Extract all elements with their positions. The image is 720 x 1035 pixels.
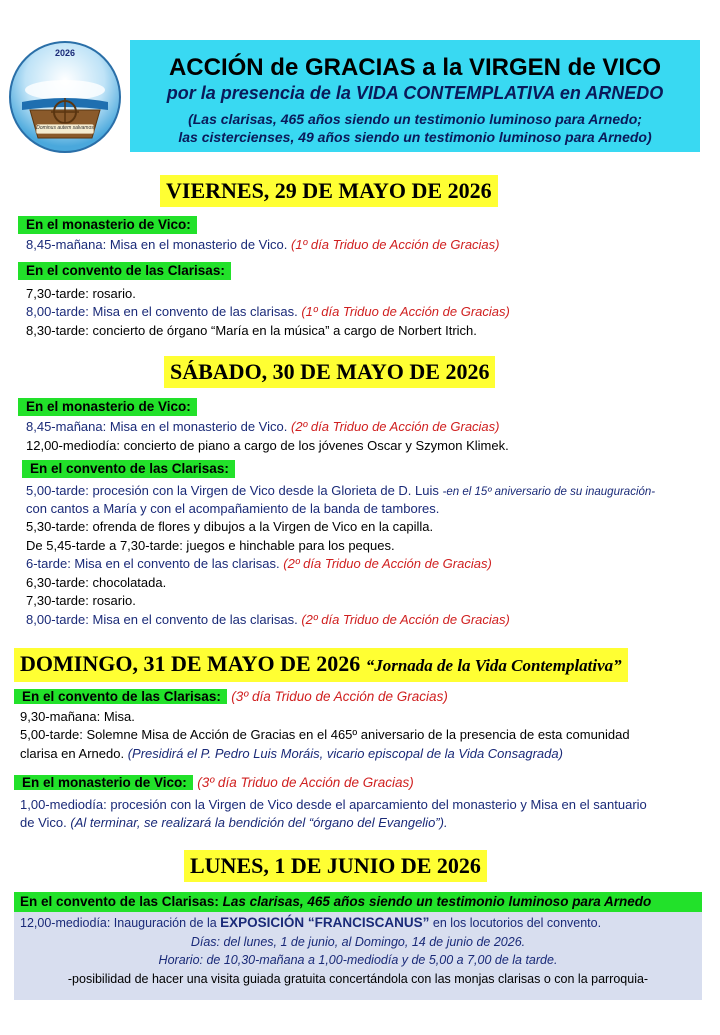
event-line: clarisa en Arnedo. (Presidirá el P. Pedro Luis Moráis, vicario episcopal de la Vida Consagrada) bbox=[20, 746, 563, 761]
event-line: -posibilidad de hacer una visita guiada gratuita concertándola con las monjas clarisas o con la parroquia- bbox=[67, 972, 649, 986]
event-line: 8,45-mañana: Misa en el monasterio de Vico. (2º día Triduo de Acción de Gracias) bbox=[26, 419, 500, 434]
location-label-clarisas: En el convento de las Clarisas: bbox=[20, 894, 219, 909]
event-line: 12,00-mediodía: concierto de piano a cargo de los jóvenes Oscar y Szymon Klimek. bbox=[26, 438, 509, 453]
event-line: con cantos a María y con el acompañamiento de la banda de tambores. bbox=[26, 501, 440, 516]
location-label-clarisas: En el convento de las Clarisas: bbox=[22, 460, 235, 478]
event-line: 8,45-mañana: Misa en el monasterio de Vico. (1º día Triduo de Acción de Gracias) bbox=[26, 237, 500, 252]
header-note-1: (Las clarisas, 465 años siendo un testimonio luminoso para Arnedo; bbox=[188, 111, 642, 127]
day-heading-sunday: DOMINGO, 31 DE MAYO DE 2026 “Jornada de la Vida Contemplativa” bbox=[14, 648, 628, 682]
event-line: de Vico. (Al terminar, se realizará la bendición del “órgano del Evangelio”). bbox=[20, 815, 448, 830]
location-label-vico: En el monasterio de Vico: bbox=[18, 216, 197, 234]
event-line: 9,30-mañana: Misa. bbox=[20, 709, 135, 724]
event-line: 8,30-tarde: concierto de órgano “María en la música” a cargo de Norbert Itrich. bbox=[26, 323, 477, 338]
event-line: Horario: de 10,30-mañana a 1,00-mediodía y de 5,00 a 7,00 de la tarde. bbox=[158, 953, 558, 967]
event-line: Días: del lunes, 1 de junio, al Domingo, 14 de junio de 2026. bbox=[190, 935, 526, 949]
event-line: 6-tarde: Misa en el convento de las clarisas. (2º día Triduo de Acción de Gracias) bbox=[26, 556, 492, 571]
ship-logo-icon bbox=[8, 40, 122, 154]
location-label-vico: En el monasterio de Vico: bbox=[14, 775, 193, 790]
day-heading-monday: LUNES, 1 DE JUNIO DE 2026 bbox=[184, 850, 487, 882]
event-line: 5,00-tarde: procesión con la Virgen de Vico desde la Glorieta de D. Luis -en el 15º aniversario de su inauguración- bbox=[26, 483, 656, 498]
event-line: 12,00-mediodía: Inauguración de la EXPOSICIÓN “FRANCISCANUS” en los locutorios del convento. bbox=[20, 915, 602, 930]
event-line: 1,00-mediodía: procesión con la Virgen de Vico desde el aparcamiento del monasterio y Misa en el santuario bbox=[20, 797, 647, 812]
event-line: 5,00-tarde: Solemne Misa de Acción de Gracias en el 465º aniversario de la presencia de esta comunidad bbox=[20, 727, 630, 742]
location-label-clarisas: En el convento de las Clarisas: bbox=[14, 689, 227, 704]
day-heading-saturday: SÁBADO, 30 DE MAYO DE 2026 bbox=[164, 356, 495, 388]
header-banner bbox=[130, 40, 700, 152]
day-heading-friday: VIERNES, 29 DE MAYO DE 2026 bbox=[160, 175, 498, 207]
event-line: De 5,45-tarde a 7,30-tarde: juegos e hinchable para los peques. bbox=[26, 538, 395, 553]
event-line: 8,00-tarde: Misa en el convento de las clarisas. (2º día Triduo de Acción de Gracias) bbox=[26, 612, 510, 627]
logo-year: 2026 bbox=[54, 48, 76, 58]
page-title: ACCIÓN de GRACIAS a la VIRGEN de VICO bbox=[168, 54, 662, 81]
location-row: En el monasterio de Vico: (3º día Triduo de Acción de Gracias) bbox=[14, 774, 414, 792]
event-line: 7,30-tarde: rosario. bbox=[26, 593, 136, 608]
event-line: 8,00-tarde: Misa en el convento de las clarisas. (1º día Triduo de Acción de Gracias) bbox=[26, 304, 510, 319]
event-line: 7,30-tarde: rosario. bbox=[26, 286, 136, 301]
location-row: En el convento de las Clarisas: Las clarisas, 465 años siendo un testimonio luminoso para Arnedo bbox=[14, 892, 702, 912]
location-label-vico: En el monasterio de Vico: bbox=[18, 398, 197, 416]
logo-motto: Dominus autem salvamos bbox=[36, 125, 94, 131]
header-note-2: las cistercienses, 49 años siendo un testimonio luminoso para Arnedo) bbox=[178, 129, 652, 145]
location-label-clarisas: En el convento de las Clarisas: bbox=[18, 262, 231, 280]
location-row: En el convento de las Clarisas: (3º día Triduo de Acción de Gracias) bbox=[14, 688, 448, 706]
event-line: 6,30-tarde: chocolatada. bbox=[26, 575, 167, 590]
page-subtitle: por la presencia de la VIDA CONTEMPLATIVA en ARNEDO bbox=[166, 83, 664, 103]
event-line: 5,30-tarde: ofrenda de flores y dibujos a la Virgen de Vico en la capilla. bbox=[26, 519, 434, 534]
